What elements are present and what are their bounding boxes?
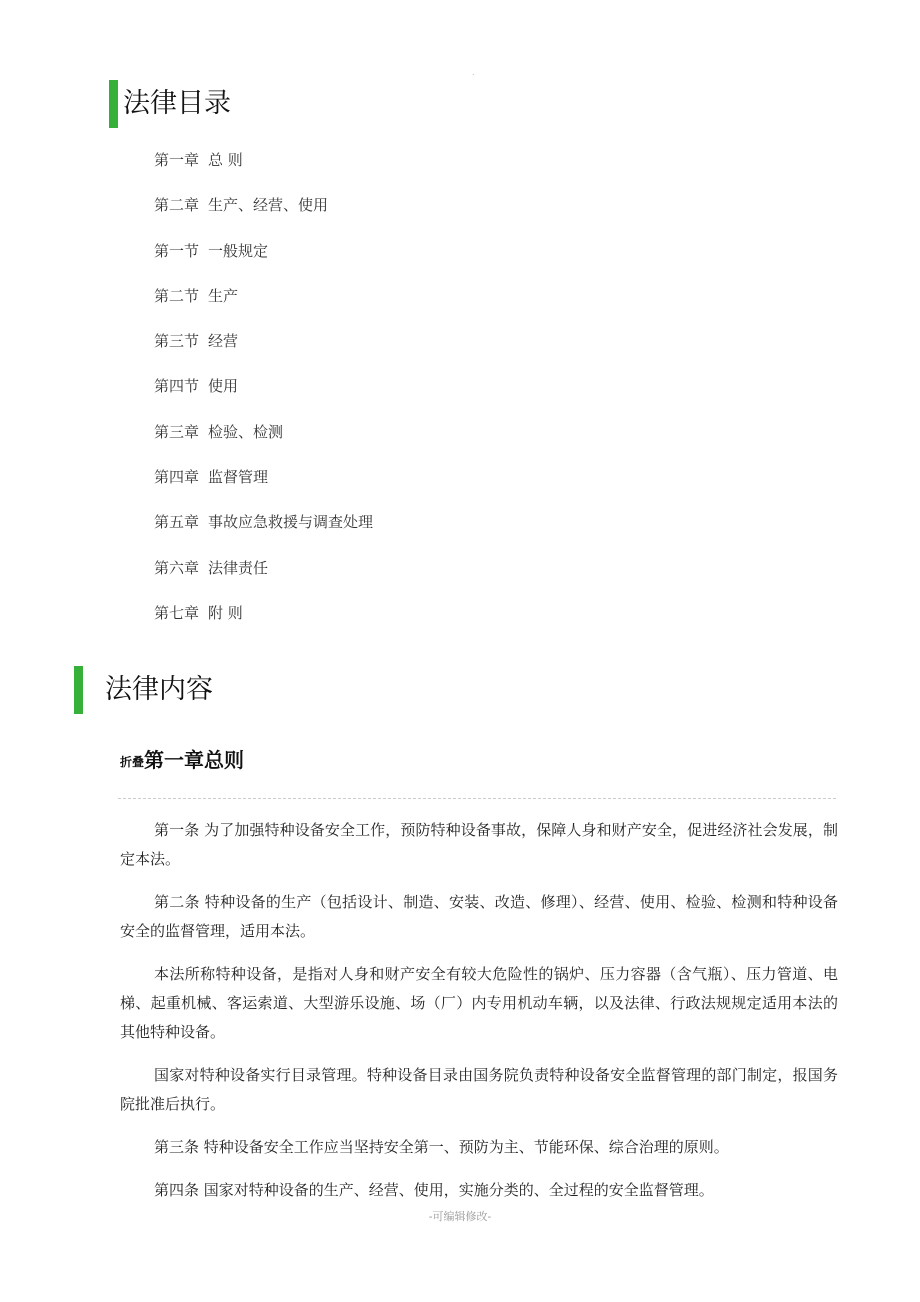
toc-item-number: 第一章 [154,151,200,169]
content-heading-text: 法律内容 [105,674,213,705]
toc-item[interactable] [154,597,373,642]
toc-item-title: 经营 [208,332,239,351]
toc-item-number: 第三章 [154,422,200,441]
heading-accent-bar [109,80,118,128]
toc-item-title: 总 则 [208,151,243,169]
toc-item-title: 附 则 [208,603,243,622]
heading-accent-bar [74,666,83,714]
page-marker-dot: . [472,68,475,77]
toc-item[interactable] [154,370,373,415]
toc-item-number: 第四章 [154,468,200,487]
toc-item-title: 事故应急救援与调查处理 [208,513,374,532]
toc-item-title: 检验、检测 [208,422,284,441]
chapter-title: 第一章总则 [144,748,245,772]
toc-item-title: 使用 [208,377,239,396]
toc-item[interactable] [154,506,373,551]
law-paragraph: 第二条 特种设备的生产（包括设计、制造、安装、改造、修理）、经营、使用、检验、检测和特种设备安全的监督管理，适用本法。 [120,893,838,940]
law-body [120,816,838,1219]
toc-item[interactable] [154,189,373,234]
toc-item-number: 第四节 [154,377,200,396]
toc-item-number: 第一节 [154,241,200,260]
toc-item-number: 第六章 [154,558,200,577]
toc-item-number: 第二节 [154,286,200,305]
dashed-divider [118,798,836,799]
toc-item[interactable] [154,461,373,506]
toc-item[interactable] [154,552,373,597]
chapter-header [120,744,244,773]
toc-item-number: 第三节 [154,332,200,351]
toc-item-title: 监督管理 [208,468,269,487]
toc-item[interactable] [154,144,373,189]
law-paragraph: 第三条 特种设备安全工作应当坚持安全第一、预防为主、节能环保、综合治理的原则。 [154,1138,729,1156]
law-paragraph: 本法所称特种设备，是指对人身和财产安全有较大危险性的锅炉、压力容器（含气瓶）、压力管道、电梯、起重机械、客运索道、大型游乐设施、场（厂）内专用机动车辆，以及法律、行政法规规定适用本法的其他特种设备。 [120,965,838,1041]
law-paragraph: 国家对特种设备实行目录管理。特种设备目录由国务院负责特种设备安全监督管理的部门制定，报国务院批准后执行。 [120,1066,838,1113]
toc-item-number: 第二章 [154,196,200,215]
fold-toggle[interactable]: 折叠 [120,755,145,769]
toc-item-number: 第五章 [154,513,200,532]
toc-item-number: 第七章 [154,603,200,622]
law-paragraph: 第四条 国家对特种设备的生产、经营、使用，实施分类的、全过程的安全监督管理。 [154,1181,714,1199]
toc-item-title: 生产 [208,286,239,305]
toc-list [154,144,373,642]
toc-item[interactable] [154,325,373,370]
toc-item-title: 生产、经营、使用 [208,196,329,215]
law-paragraph: 第一条 为了加强特种设备安全工作，预防特种设备事故，保障人身和财产安全，促进经济社会发展，制定本法。 [120,821,838,868]
toc-item[interactable] [154,416,373,461]
page-footer: -可编辑修改- [428,1210,492,1223]
toc-item[interactable] [154,280,373,325]
toc-item-title: 一般规定 [208,241,269,260]
toc-item[interactable] [154,235,373,280]
toc-item-title: 法律责任 [208,558,269,577]
toc-heading-text: 法律目录 [123,88,231,119]
